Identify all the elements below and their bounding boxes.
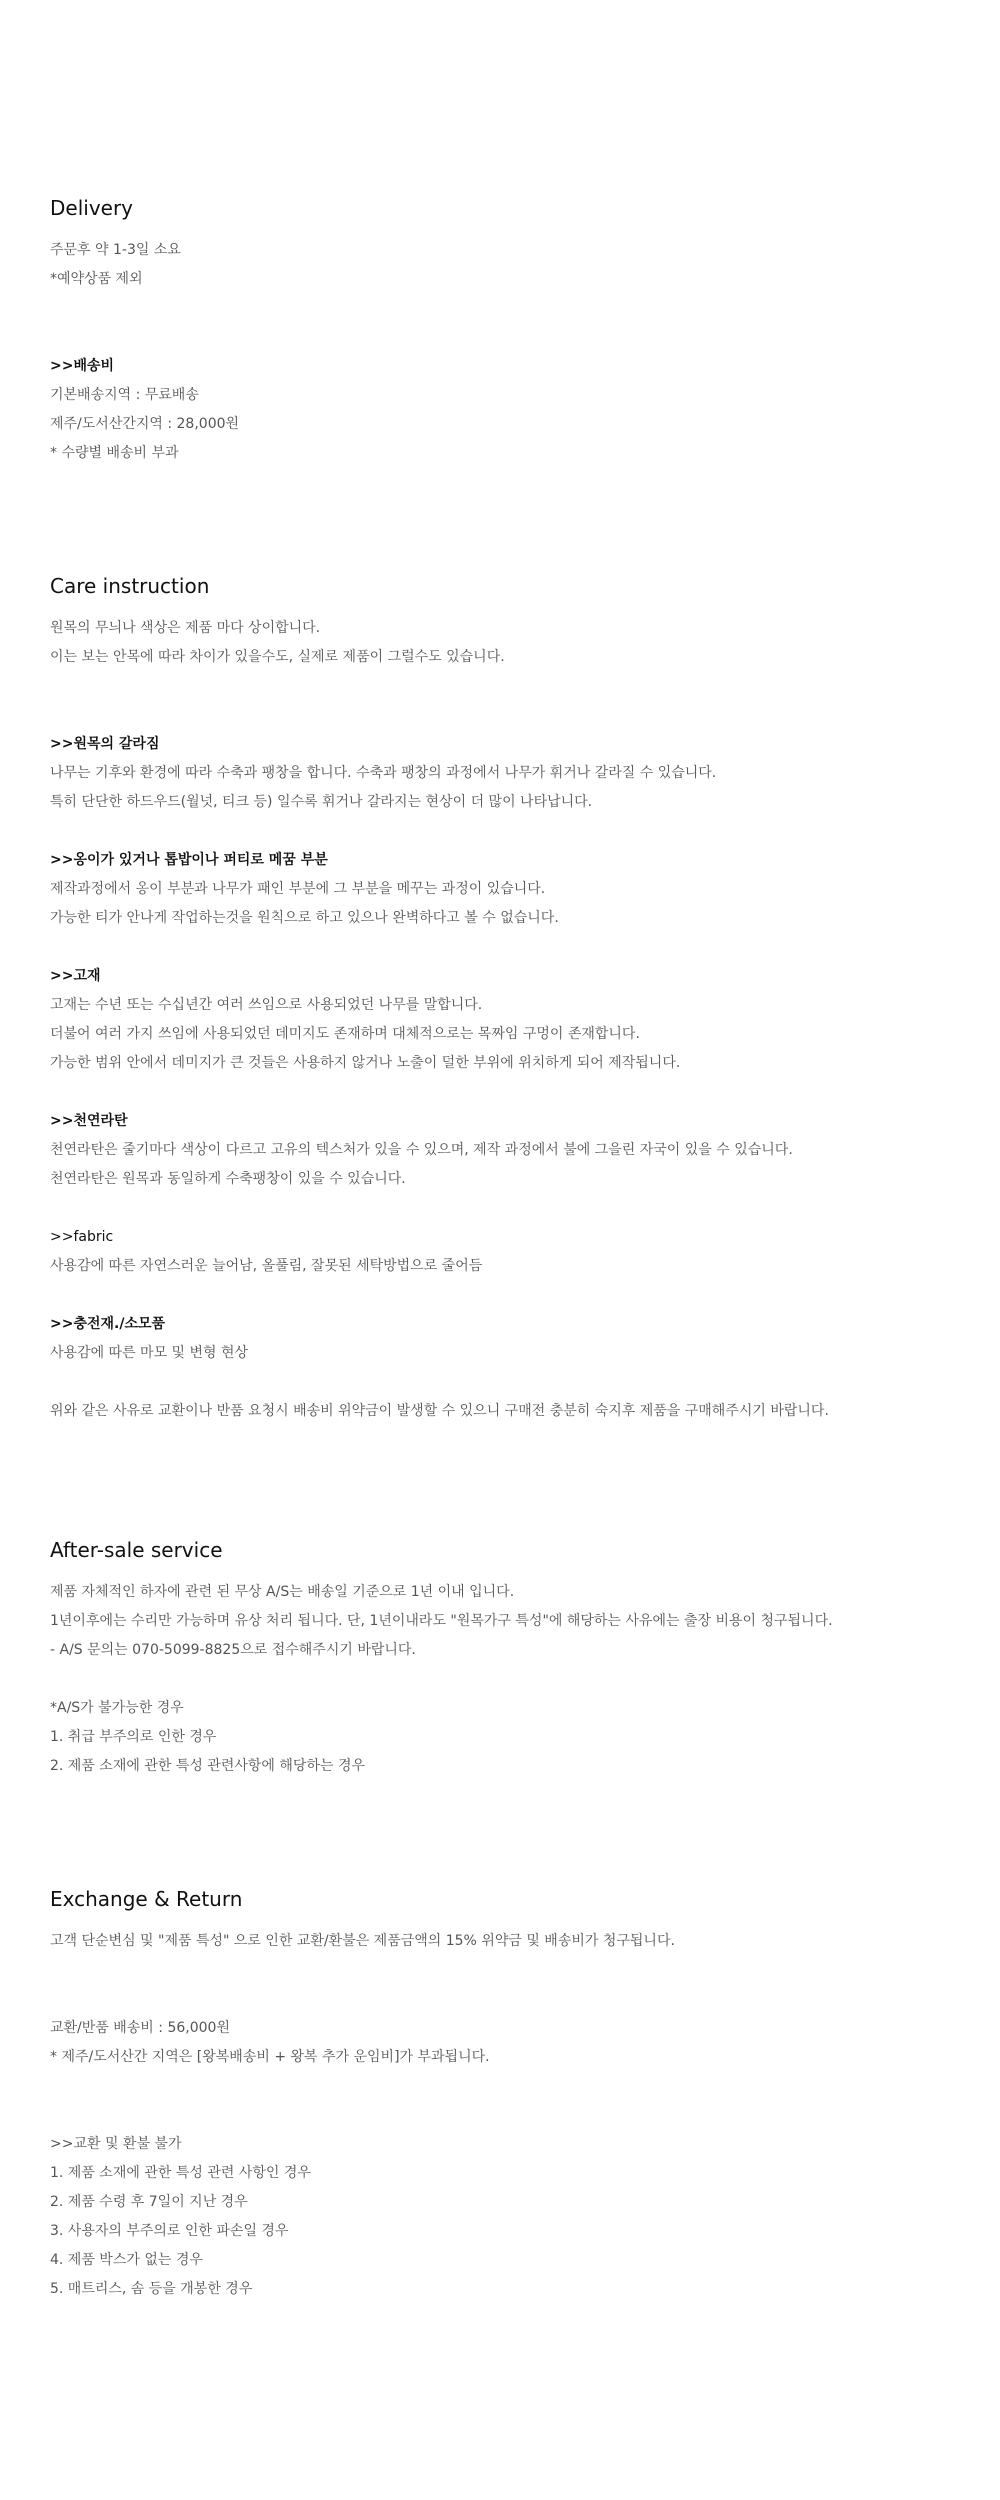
care-block-line: 특히 단단한 하드우드(월넛, 티크 등) 일수록 휘거나 갈라지는 현상이 더 많이 나타납니다. bbox=[50, 794, 593, 810]
no-exchange-line: 2. 제품 수령 후 7일이 지난 경우 bbox=[50, 2194, 248, 2210]
care-block-heading: >>천연라탄 bbox=[50, 1113, 128, 1129]
after-sale-note-line: 2. 제품 소재에 관한 특성 관련사항에 해당하는 경우 bbox=[50, 1758, 365, 1774]
after-sale-section bbox=[50, 1534, 950, 1781]
care-intro-line: 이는 보는 안목에 따라 차이가 있을수도, 실제로 제품이 그럴수도 있습니다. bbox=[50, 649, 505, 665]
care-intro-line: 원목의 무늬나 색상은 제품 마다 상이합니다. bbox=[50, 620, 321, 636]
care-block-knots bbox=[50, 846, 950, 933]
care-block-line: 고재는 수년 또는 수십년간 여러 쓰임으로 사용되었던 나무를 말합니다. bbox=[50, 997, 483, 1013]
shipping-fee-line: 제주/도서산간지역 : 28,000원 bbox=[50, 416, 240, 432]
delivery-line: 주문후 약 1-3일 소요 bbox=[50, 242, 181, 258]
care-block-rattan bbox=[50, 1107, 950, 1194]
care-block-fabric bbox=[50, 1223, 950, 1281]
exchange-title: Exchange & Return bbox=[50, 1887, 243, 1911]
care-block-line: 천연라탄은 줄기마다 색상이 다르고 고유의 텍스처가 있을 수 있으며, 제작 과정에서 불에 그을린 자국이 있을 수 있습니다. bbox=[50, 1142, 793, 1158]
after-sale-line: - A/S 문의는 070-5099-8825으로 접수해주시기 바랍니다. bbox=[50, 1642, 416, 1658]
delivery-section bbox=[50, 192, 950, 468]
care-block-filling bbox=[50, 1310, 950, 1368]
no-exchange-heading: >>교환 및 환불 불가 bbox=[50, 2136, 182, 2152]
care-block-cracking bbox=[50, 730, 950, 817]
care-block-line: 사용감에 따른 자연스러운 늘어남, 올풀림, 잘못된 세탁방법으로 줄어듬 bbox=[50, 1258, 483, 1274]
exchange-fee-line: 교환/반품 배송비 : 56,000원 bbox=[50, 2020, 230, 2036]
no-exchange-line: 4. 제품 박스가 없는 경우 bbox=[50, 2252, 203, 2268]
care-block-line: 가능한 티가 안나게 작업하는것을 원칙으로 하고 있으나 완벽하다고 볼 수 없습니다. bbox=[50, 910, 559, 926]
care-block-heading: >>옹이가 있거나 톱밥이나 퍼티로 메꿈 부분 bbox=[50, 852, 328, 868]
after-sale-note-line: 1. 취급 부주의로 인한 경우 bbox=[50, 1729, 217, 1745]
care-block-line: 더불어 여러 가지 쓰임에 사용되었던 데미지도 존재하며 대체적으로는 목짜임 구멍이 존재합니다. bbox=[50, 1026, 640, 1042]
care-title: Care instruction bbox=[50, 574, 210, 598]
exchange-intro: 고객 단순변심 및 "제품 특성" 으로 인한 교환/환불은 제품금액의 15% 위약금 및 배송비가 청구됩니다. bbox=[50, 1933, 675, 1949]
delivery-line: *예약상품 제외 bbox=[50, 271, 143, 287]
after-sale-line: 1년이후에는 수리만 가능하며 유상 처리 됩니다. 단, 1년이내라도 "원목가구 특성"에 해당하는 사유에는 출장 비용이 청구됩니다. bbox=[50, 1613, 833, 1629]
no-exchange-line: 3. 사용자의 부주의로 인한 파손일 경우 bbox=[50, 2223, 289, 2239]
after-sale-note-line: *A/S가 불가능한 경우 bbox=[50, 1700, 184, 1716]
care-block-line: 천연라탄은 원목과 동일하게 수축팽창이 있을 수 있습니다. bbox=[50, 1171, 406, 1187]
after-sale-title: After-sale service bbox=[50, 1538, 223, 1562]
care-block-line: 나무는 기후와 환경에 따라 수축과 팽창을 합니다. 수축과 팽창의 과정에서 나무가 휘거나 갈라질 수 있습니다. bbox=[50, 765, 717, 781]
care-block-line: 사용감에 따른 마모 및 변형 현상 bbox=[50, 1345, 249, 1361]
care-block-reclaimed-wood bbox=[50, 962, 950, 1078]
exchange-section bbox=[50, 1883, 950, 2304]
care-closing-note: 위와 같은 사유로 교환이나 반품 요청시 배송비 위약금이 발생할 수 있으니 구매전 충분히 숙지후 제품을 구매해주시기 바랍니다. bbox=[50, 1403, 829, 1419]
shipping-fee-heading: >>배송비 bbox=[50, 358, 115, 374]
care-block-heading: >>원목의 갈라짐 bbox=[50, 736, 160, 752]
care-block-line: 제작과정에서 옹이 부분과 나무가 패인 부분에 그 부분을 메꾸는 과정이 있습니다. bbox=[50, 881, 546, 897]
shipping-fee-line: * 수량별 배송비 부과 bbox=[50, 445, 179, 461]
care-block-heading: >>고재 bbox=[50, 968, 101, 984]
shipping-fee-line: 기본배송지역 : 무료배송 bbox=[50, 387, 199, 403]
care-block-heading: >>fabric bbox=[50, 1229, 114, 1245]
no-exchange-line: 1. 제품 소재에 관한 특성 관련 사항인 경우 bbox=[50, 2165, 311, 2181]
no-exchange-line: 5. 매트리스, 솜 등을 개봉한 경우 bbox=[50, 2281, 253, 2297]
after-sale-line: 제품 자체적인 하자에 관련 된 무상 A/S는 배송일 기준으로 1년 이내 입니다. bbox=[50, 1584, 515, 1600]
care-block-line: 가능한 범위 안에서 데미지가 큰 것들은 사용하지 않거나 노출이 덜한 부위에 위치하게 되어 제작됩니다. bbox=[50, 1055, 681, 1071]
delivery-title: Delivery bbox=[50, 196, 134, 220]
care-section bbox=[50, 570, 950, 1426]
exchange-fee-line: * 제주/도서산간 지역은 [왕복배송비 + 왕복 추가 운임비]가 부과됩니다. bbox=[50, 2049, 490, 2065]
care-block-heading: >>충전재./소모품 bbox=[50, 1316, 166, 1332]
